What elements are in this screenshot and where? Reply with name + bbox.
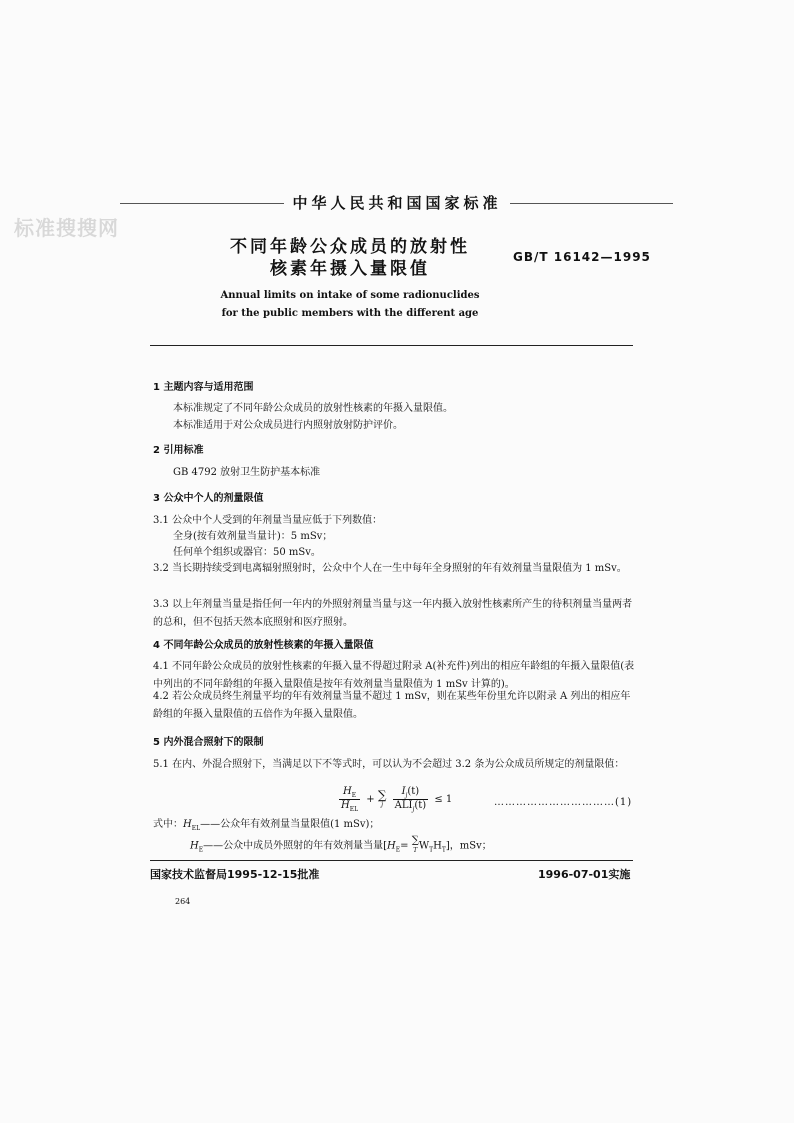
page-number: 264 bbox=[175, 897, 191, 906]
plus-sign: + bbox=[366, 794, 375, 805]
section-3-heading: 3 公众中个人的剂量限值 bbox=[153, 493, 264, 504]
approval-date: 国家技术监督局1995-12-15批准 bbox=[150, 868, 320, 881]
section-2-para-1: GB 4792 放射卫生防护基本标准 bbox=[173, 467, 321, 478]
clause-3-1: 3.1 公众中个人受到的年剂量当量应低于下列数值： bbox=[153, 515, 383, 526]
standard-header: 中华人民共和国国家标准 bbox=[0, 192, 794, 213]
title-zh-line2: 核素年摄入量限值 bbox=[270, 259, 430, 279]
standard-number: GB/T 16142—1995 bbox=[513, 250, 651, 264]
watermark: 标准搜搜网 bbox=[14, 216, 119, 240]
clause-4-1: 4.1 不同年龄公众成员的放射性核素的年摄入量不得超过附录 A(补充件)列出的相应年龄组的年摄入量限值(表中列出的不同年龄组的年摄入量限值是按年有效剂量当量限值为 1 mSv 计算的)。 bbox=[153, 661, 635, 690]
leq-one: ≤ 1 bbox=[434, 794, 453, 805]
inequality-formula bbox=[336, 786, 452, 813]
equation-number: ……………………………(1) bbox=[494, 797, 633, 808]
implementation-date: 1996-07-01实施 bbox=[538, 868, 631, 881]
section-4-heading: 4 不同年龄公众成员的放射性核素的年摄入量限值 bbox=[153, 640, 374, 651]
section-1-heading: 1 主题内容与适用范围 bbox=[153, 382, 254, 393]
section-5-heading: 5 内外混合照射下的限制 bbox=[153, 737, 264, 748]
section-1-para-1: 本标准规定了不同年龄公众成员的放射性核素的年摄入量限值。 bbox=[173, 403, 453, 414]
clause-5-1: 5.1 在内、外混合照射下，当满足以下不等式时，可以认为不会超过 3.2 条为公众成员所规定的剂量限值： bbox=[153, 759, 625, 770]
title-zh-line1: 不同年龄公众成员的放射性 bbox=[230, 237, 470, 257]
title-en-line1: Annual limits on intake of some radionuclides bbox=[220, 290, 480, 301]
title-rule bbox=[150, 345, 633, 346]
he-over-hel-fraction: $\frac{H_E}{H_{EL}}$ bbox=[341, 786, 359, 813]
footer-rule bbox=[150, 860, 633, 861]
clause-3-3: 3.3 以上年剂量当量是指任何一年内的外照射剂量当量与这一年内摄入放射性核素所产生的待积剂量当量两者的总和，但不包括天然本底照射和医疗照射。 bbox=[153, 599, 633, 628]
clause-3-1-b: 任何单个组织或器官：50 mSv。 bbox=[173, 547, 321, 558]
clause-3-1-a: 全身(按有效剂量当量计)：5 mSv； bbox=[173, 531, 333, 542]
clause-4-2: 4.2 若公众成员终生剂量平均的年有效剂量当量不超过 1 mSv，则在某些年份里允许以附录 A 列出的相应年龄组的年摄入量限值的五倍作为年摄入量限值。 bbox=[153, 691, 631, 720]
section-1-para-2: 本标准适用于对公众成员进行内照射放射防护评价。 bbox=[173, 420, 403, 431]
where-line-2: $H_E——$公众中成员外照射的年有效剂量当量[$H_E=$ ∑ T $W_TH_T$]，mSv； bbox=[190, 835, 492, 854]
intake-over-ali-fraction: $\frac{I_j(t)}{ALI_j(t)}$ bbox=[394, 786, 427, 813]
where-line-1: 式中：$H_{EL}——$公众年有效剂量当量限值(1 mSv)； bbox=[153, 819, 380, 832]
clause-3-2: 3.2 当长期持续受到电离辐射照射时，公众中个人在一生中每年全身照射的年有效剂量当量限值为 1 mSv。 bbox=[153, 563, 627, 574]
section-2-heading: 2 引用标准 bbox=[153, 445, 204, 456]
sum-symbol: ∑ j bbox=[377, 787, 387, 808]
title-en-line2: for the public members with the different age bbox=[221, 308, 479, 319]
